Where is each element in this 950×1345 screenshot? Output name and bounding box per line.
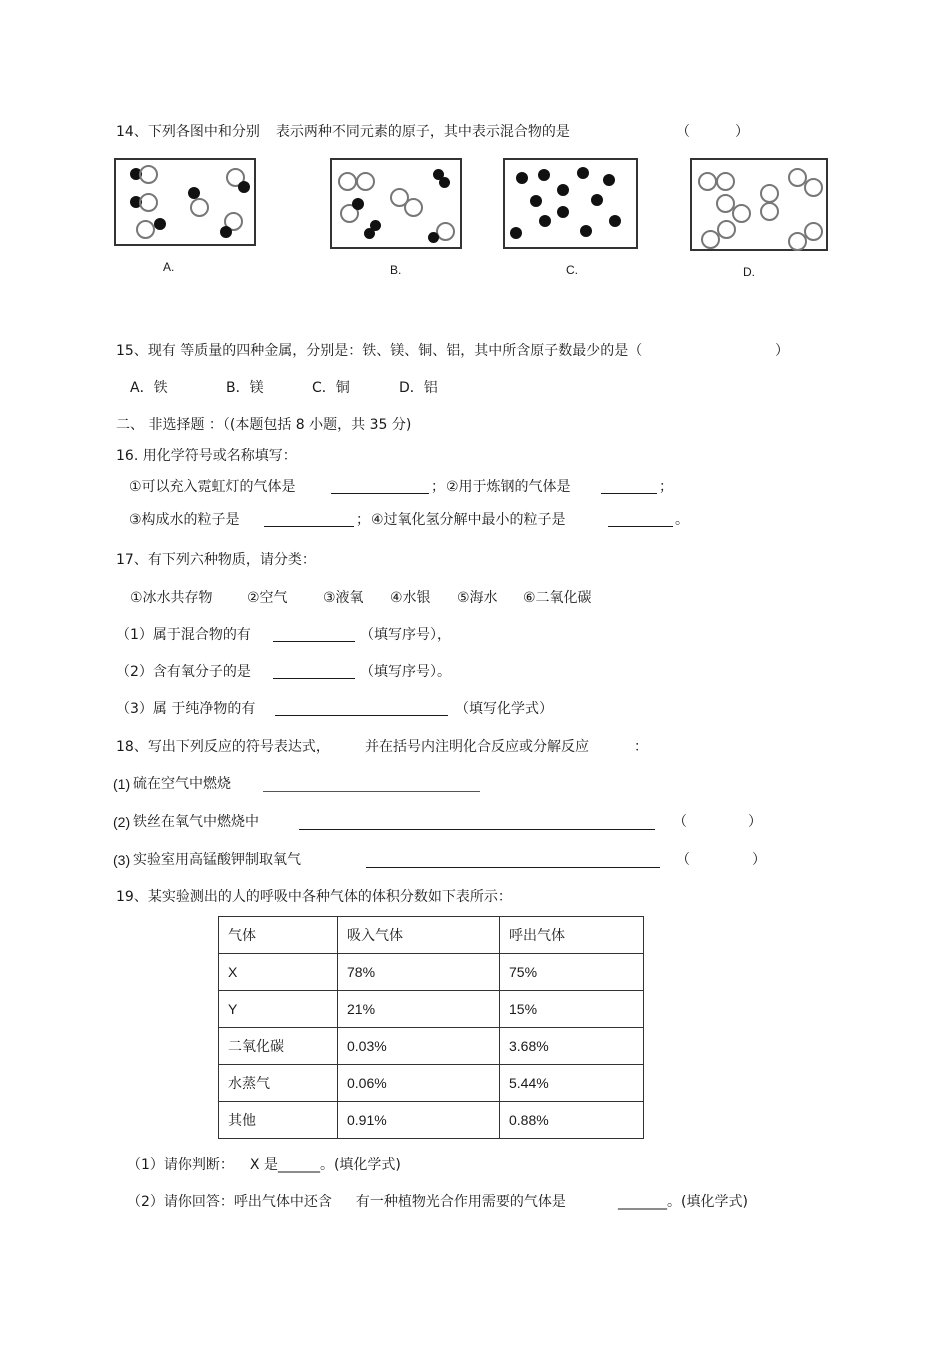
q16-item-3: ③构成水的粒子是: [129, 512, 240, 528]
black-atom-icon: [580, 225, 592, 237]
q17-stem: 17、有下列六种物质，请分类：: [116, 552, 316, 568]
q18-blank-3[interactable]: [366, 853, 660, 868]
black-atom-icon: [238, 181, 250, 193]
q16-stem: 16. 用化学符号或名称填写：: [116, 448, 297, 464]
q15-option-c: C．铜: [312, 380, 350, 396]
q15-stem: 15、现有 等质量的四种金属，分别是：铁、镁、铜、铝，其中所含原子数最少的是（: [116, 343, 643, 359]
table-row: [219, 1028, 644, 1065]
white-atom-icon: [139, 165, 158, 184]
q16-item-4: ④过氧化氢分解中最小的粒子是: [371, 512, 566, 528]
q18-blank-1[interactable]: [263, 777, 480, 792]
black-atom-icon: [516, 172, 528, 184]
q19-sub2-answer: [618, 1193, 748, 1211]
q16-item-2: ②用于炼钢的气体是: [446, 479, 571, 495]
table-cell: 0.03%: [338, 1028, 500, 1065]
black-atom-icon: [539, 215, 551, 227]
black-atom-icon: [510, 227, 522, 239]
white-atom-icon: [701, 230, 720, 249]
table-header-cell: 呼出气体: [500, 917, 644, 954]
white-atom-icon: [698, 172, 717, 191]
black-atom-icon: [154, 218, 166, 230]
black-atom-icon: [557, 184, 569, 196]
q18-part-2-bracket-close: ）: [748, 814, 762, 830]
table-row: [219, 1102, 644, 1139]
black-atom-icon: [352, 198, 364, 210]
q18-part-3-bracket-open: （: [676, 852, 690, 868]
q16-item-2-end: ；: [659, 479, 673, 495]
q18-part-2-text: 铁丝在氧气中燃烧中: [133, 814, 259, 830]
q15-option-b: B．镁: [226, 380, 264, 396]
q19-sub2-post: 。(填化学式): [667, 1194, 748, 1210]
q18-part-1-num: (1): [113, 776, 131, 792]
q17-part-2-label: （2）含有氧分子的是: [116, 664, 251, 680]
q17-blank-2[interactable]: [273, 664, 355, 679]
q16-blank-2[interactable]: [601, 479, 657, 494]
black-atom-icon: [439, 177, 450, 188]
table-cell: Y: [219, 991, 338, 1028]
white-atom-icon: [139, 193, 158, 212]
table-cell: 21%: [338, 991, 500, 1028]
table-cell: 78%: [338, 954, 500, 991]
q19-sub1: [127, 1156, 401, 1174]
q18-colon: ：: [634, 739, 648, 755]
q14-stem: [116, 123, 570, 141]
white-atom-icon: [788, 232, 807, 251]
table-row: [219, 991, 644, 1028]
table-header-cell: 吸入气体: [338, 917, 500, 954]
table-cell: 水蒸气: [219, 1065, 338, 1102]
white-atom-icon: [136, 220, 155, 239]
q19-sub1-blank[interactable]: ______: [277, 1157, 320, 1173]
figure-c-label: C.: [566, 263, 578, 277]
table-cell: 3.68%: [500, 1028, 644, 1065]
black-atom-icon: [577, 167, 589, 179]
q19-sub1-x: X 是: [249, 1157, 278, 1173]
q19-sub2: [127, 1193, 566, 1211]
table-cell: X: [219, 954, 338, 991]
table-cell: 5.44%: [500, 1065, 644, 1102]
q17-part-3-hint: （填写化学式）: [455, 701, 553, 717]
black-atom-icon: [603, 174, 615, 186]
white-atom-icon: [804, 178, 823, 197]
table-header-cell: 气体: [219, 917, 338, 954]
q18-stem2: 并在括号内注明化合反应或分解反应: [365, 739, 589, 755]
black-atom-icon: [538, 169, 550, 181]
white-atom-icon: [760, 202, 779, 221]
table-row: [219, 1065, 644, 1102]
q17-substance-6: ⑥二氧化碳: [523, 590, 592, 606]
q17-part-2-hint: （填写序号）。: [360, 664, 451, 680]
black-atom-icon: [364, 228, 375, 239]
q17-substance-2: ②空气: [247, 590, 288, 606]
q17-blank-1[interactable]: [273, 627, 355, 642]
black-atom-icon: [530, 195, 542, 207]
q17-part-3-label: （3）属 于纯净物的有: [116, 701, 256, 717]
white-atom-icon: [338, 172, 357, 191]
q14-stem-text: 14、下列各图中和分别: [116, 124, 260, 140]
q18-part-2-bracket-open: （: [673, 814, 687, 830]
table-cell: 其他: [219, 1102, 338, 1139]
white-atom-icon: [717, 220, 736, 239]
q17-substance-4: ④水银: [390, 590, 431, 606]
q18-part-1-text: 硫在空气中燃烧: [133, 776, 231, 792]
q16-blank-3[interactable]: [264, 512, 354, 527]
q18-part-2-num: (2): [113, 814, 131, 830]
figure-b: [330, 158, 462, 249]
q16-blank-1[interactable]: [331, 479, 429, 494]
q18-blank-2[interactable]: [299, 815, 655, 830]
q16-item-3-end: ；: [356, 512, 370, 528]
table-cell: 75%: [500, 954, 644, 991]
q16-blank-4[interactable]: [608, 512, 673, 527]
table-cell: 0.06%: [338, 1065, 500, 1102]
white-atom-icon: [760, 184, 779, 203]
q17-substance-3: ③液氧: [323, 590, 364, 606]
q15-option-a: A．铁: [130, 380, 168, 396]
q17-part-1-hint: （填写序号），: [360, 627, 451, 643]
gas-table: [218, 916, 644, 1139]
table-cell: 二氧化碳: [219, 1028, 338, 1065]
white-atom-icon: [732, 204, 751, 223]
q19-stem: 19、某实验测出的人的呼吸中各种气体的体积分数如下表所示：: [116, 889, 512, 905]
table-header-row: [219, 917, 644, 954]
q18-part-3-num: (3): [113, 852, 131, 868]
q17-blank-3[interactable]: [275, 701, 448, 716]
black-atom-icon: [428, 232, 439, 243]
q17-substance-5: ⑤海水: [457, 590, 498, 606]
white-atom-icon: [804, 222, 823, 241]
table-cell: 0.91%: [338, 1102, 500, 1139]
q14-bracket-open: （: [676, 124, 690, 140]
q15-option-d: D．铝: [399, 380, 438, 396]
q14-bracket-close: ）: [735, 124, 749, 140]
q19-sub2-pre: （2）请你回答：呼出气体中还含: [127, 1194, 332, 1210]
white-atom-icon: [404, 198, 423, 217]
q18-stem: 18、写出下列反应的符号表达式，: [116, 739, 330, 755]
q16-item-1: ①可以充入霓虹灯的气体是: [129, 479, 296, 495]
q14-stem-text2: 表示两种不同元素的原子，其中表示混合物的是: [275, 124, 570, 140]
table-cell: 0.88%: [500, 1102, 644, 1139]
q17-part-1-label: （1）属于混合物的有: [116, 627, 251, 643]
figure-c: [503, 158, 638, 249]
white-atom-icon: [356, 172, 375, 191]
q17-substance-1: ①冰水共存物: [130, 590, 213, 606]
black-atom-icon: [591, 194, 603, 206]
black-atom-icon: [220, 226, 232, 238]
q19-sub2-blank[interactable]: _______: [618, 1194, 667, 1210]
figure-d-label: D.: [743, 265, 755, 279]
table-cell: 15%: [500, 991, 644, 1028]
figure-a-label: A.: [163, 260, 175, 274]
q18-part-3-bracket-close: ）: [752, 852, 766, 868]
q19-sub2-mid: 有一种植物光合作用需要的气体是: [355, 1194, 566, 1210]
white-atom-icon: [716, 172, 735, 191]
table-row: [219, 954, 644, 991]
q15-bracket-close: ）: [775, 343, 789, 359]
black-atom-icon: [557, 206, 569, 218]
figure-d: [690, 158, 828, 251]
q18-part-3-text: 实验室用高锰酸钾制取氧气: [133, 852, 301, 868]
q16-item-4-end: 。: [675, 512, 689, 528]
black-atom-icon: [609, 215, 621, 227]
white-atom-icon: [190, 198, 209, 217]
q19-sub1-pre: （1）请你判断：: [127, 1157, 234, 1173]
q19-sub1-post: 。(填化学式): [319, 1157, 401, 1173]
section-heading: 二、 非选择题 ：（(本题包括 8 小题，共 35 分): [116, 417, 412, 433]
figure-b-label: B.: [390, 263, 402, 277]
figure-a: [114, 158, 256, 246]
q16-item-1-end: ；: [431, 479, 445, 495]
